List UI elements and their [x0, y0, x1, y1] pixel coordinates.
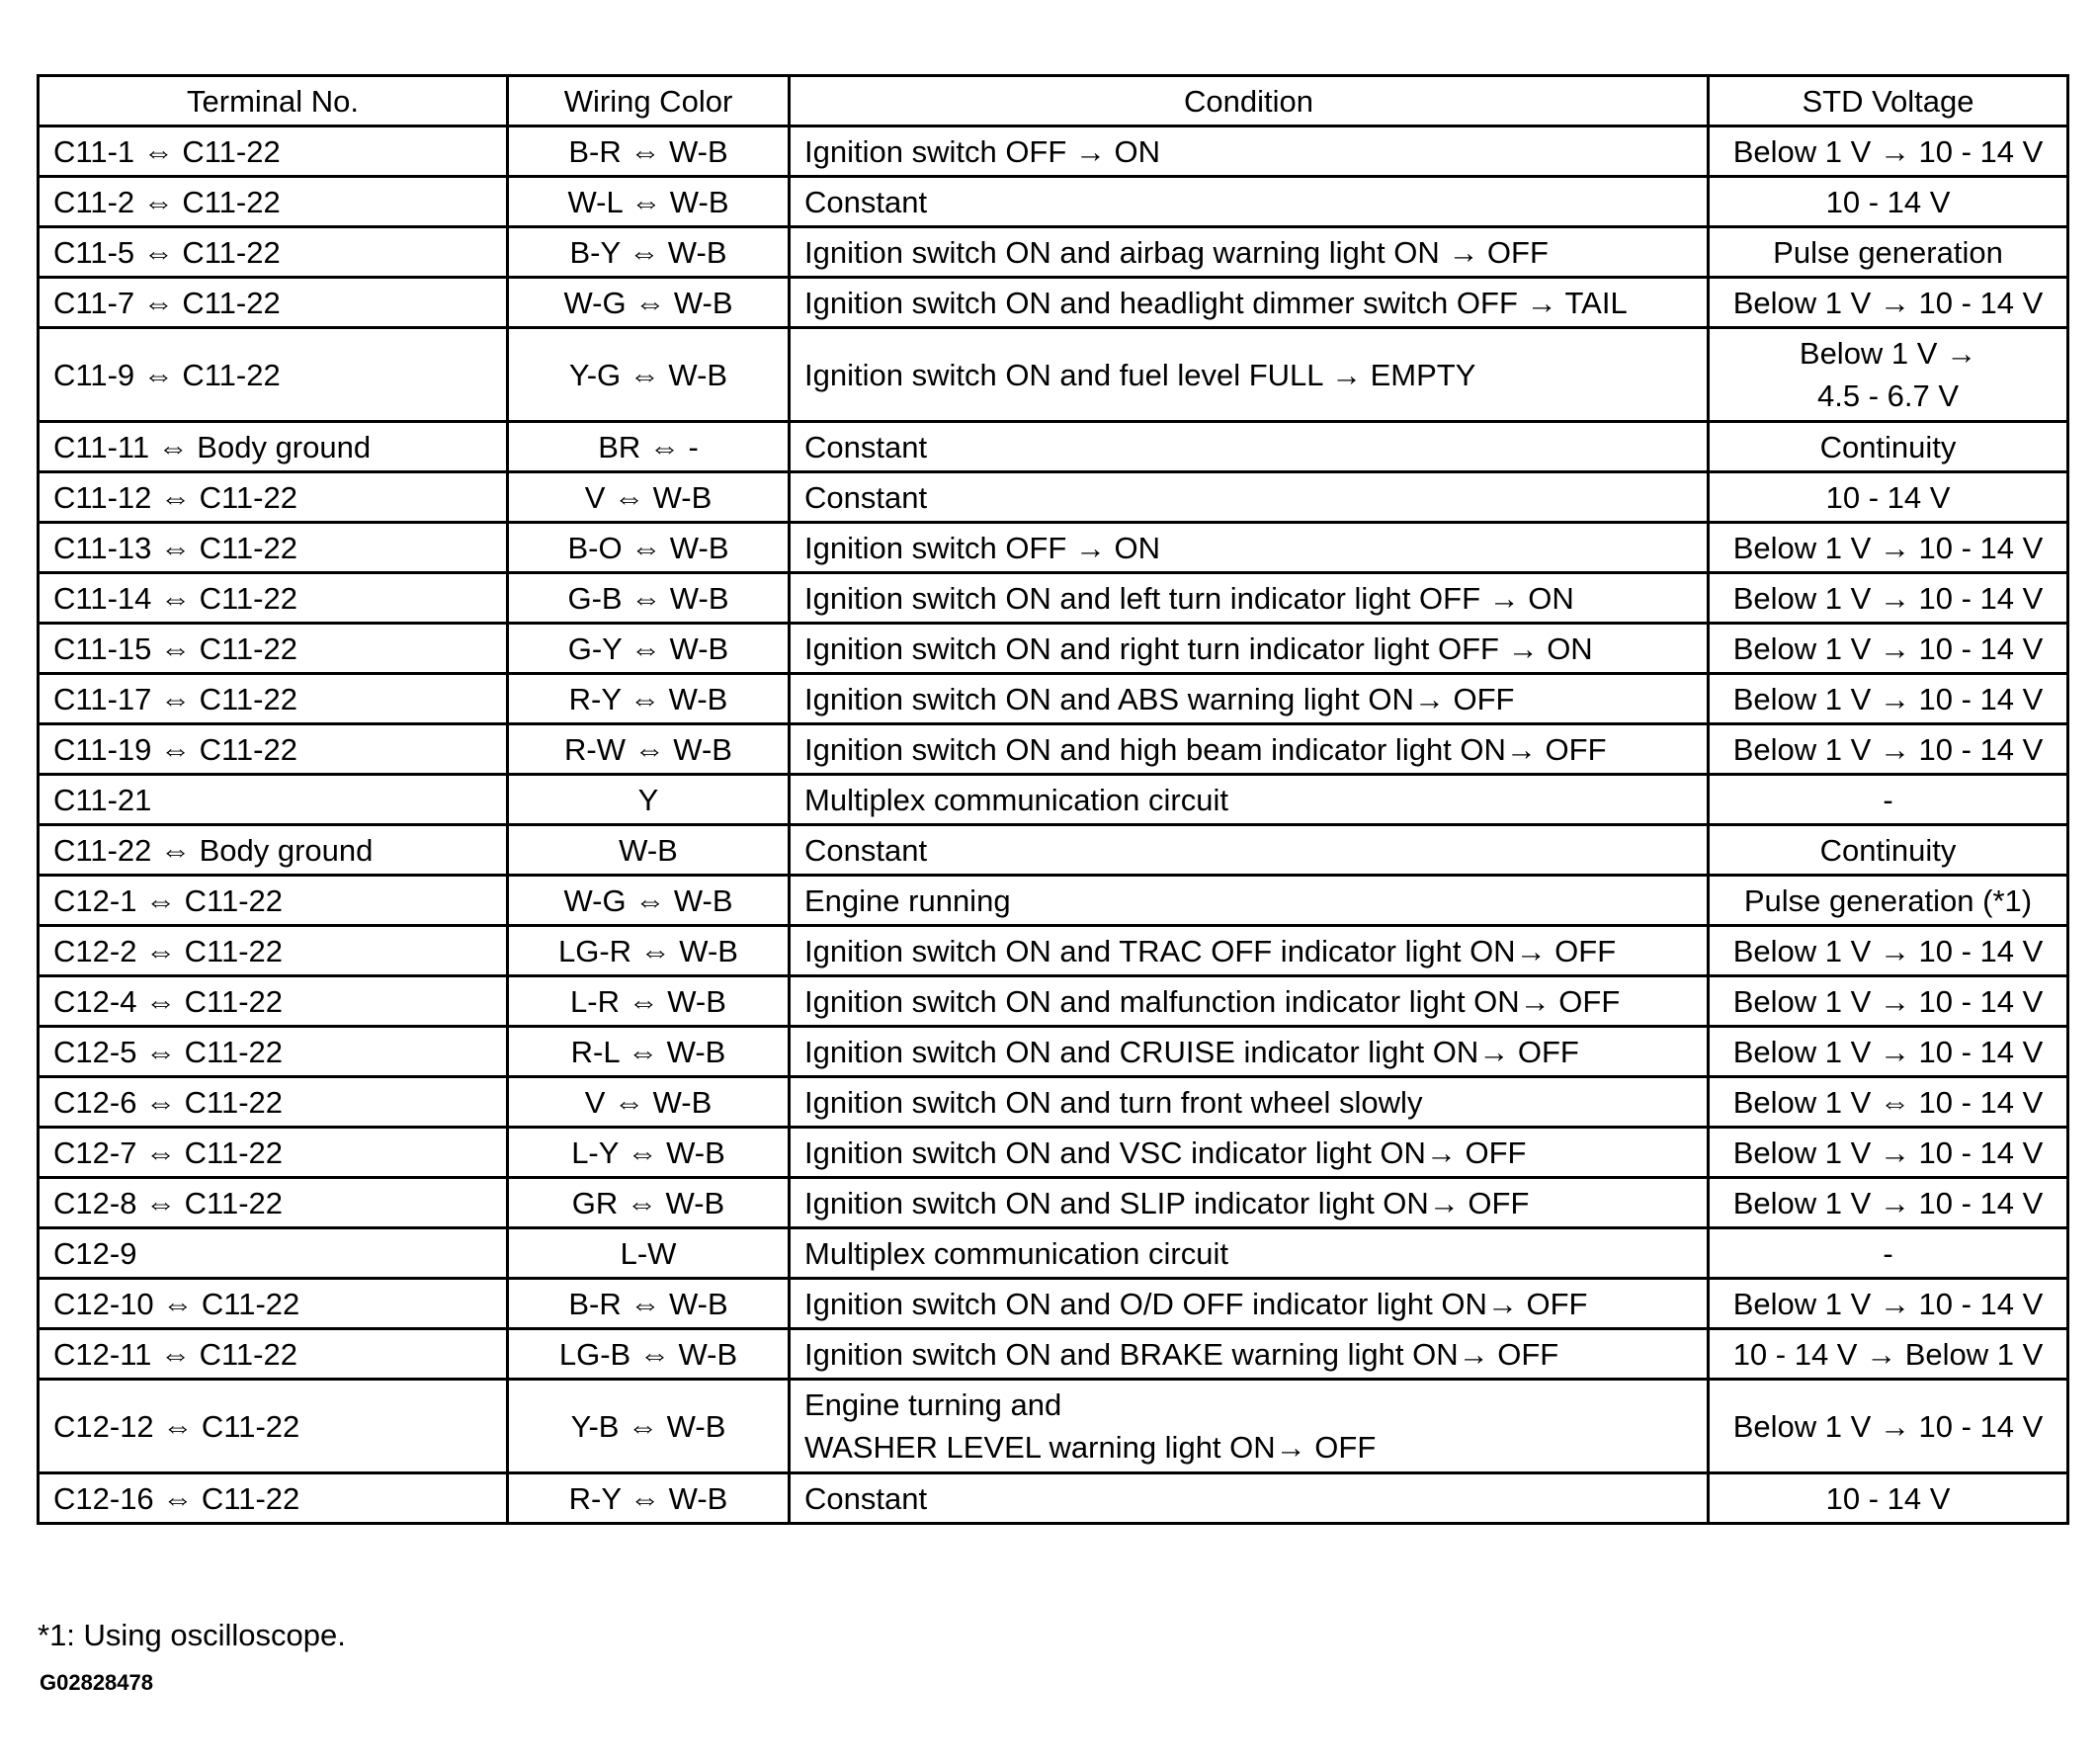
cell-condition [790, 227, 1709, 278]
voltage-line: Below 1 V → 10 - 14 V [1732, 1286, 2044, 1321]
condition-line: Ignition switch ON and malfunction indicator light ON→ OFF [804, 983, 1621, 1019]
cell-condition [790, 1077, 1709, 1128]
cell-condition [790, 328, 1709, 422]
cell-std-voltage [1709, 724, 2068, 775]
condition-line: Ignition switch ON and airbag warning light ON → OFF [804, 234, 1549, 270]
condition-line: Multiplex communication circuit [804, 1235, 1228, 1271]
cell-condition [790, 775, 1709, 825]
cell-terminal: C11-11 ⇔ Body ground [39, 422, 508, 472]
cell-std-voltage [1709, 227, 2068, 278]
cell-terminal: C12-4 ⇔ C11-22 [39, 976, 508, 1027]
cell-terminal: C12-10 ⇔ C11-22 [39, 1279, 508, 1329]
cell-std-voltage [1709, 825, 2068, 876]
cell-std-voltage [1709, 422, 2068, 472]
voltage-line: 10 - 14 V [1825, 1480, 1951, 1516]
cell-condition [790, 624, 1709, 674]
voltage-line: 10 - 14 V [1825, 184, 1951, 219]
cell-wiring-color: B-R ⇔ W-B [508, 126, 790, 177]
condition-line: Ignition switch ON and left turn indicator light OFF → ON [804, 580, 1574, 616]
voltage-line: Below 1 V → 10 - 14 V [1732, 285, 2044, 320]
cell-condition [790, 825, 1709, 876]
table-row [39, 724, 2068, 775]
cell-condition [790, 1228, 1709, 1279]
header-condition: Condition [790, 76, 1709, 126]
voltage-line: Below 1 V ⇔ 10 - 14 V [1732, 1084, 2044, 1120]
cell-condition [790, 126, 1709, 177]
header-wiring-color: Wiring Color [508, 76, 790, 126]
cell-wiring-color: B-R ⇔ W-B [508, 1279, 790, 1329]
cell-terminal: C11-22 ⇔ Body ground [39, 825, 508, 876]
footnote: *1: Using oscilloscope. [38, 1618, 346, 1652]
table-row [39, 523, 2068, 573]
condition-line: Constant [804, 1480, 928, 1516]
cell-terminal: C12-9 [39, 1228, 508, 1279]
voltage-line: Pulse generation [1773, 234, 2003, 270]
condition-line: Ignition switch OFF → ON [804, 133, 1161, 169]
table-row [39, 624, 2068, 674]
cell-condition [790, 1178, 1709, 1228]
cell-wiring-color: R-Y ⇔ W-B [508, 674, 790, 724]
cell-std-voltage [1709, 1178, 2068, 1228]
cell-terminal: C12-5 ⇔ C11-22 [39, 1027, 508, 1077]
cell-wiring-color: V ⇔ W-B [508, 472, 790, 523]
cell-wiring-color: L-Y ⇔ W-B [508, 1128, 790, 1178]
voltage-line: Below 1 V → 10 - 14 V [1732, 133, 2044, 169]
condition-line: Ignition switch OFF → ON [804, 530, 1161, 565]
cell-std-voltage [1709, 624, 2068, 674]
cell-terminal: C11-15 ⇔ C11-22 [39, 624, 508, 674]
cell-terminal: C12-6 ⇔ C11-22 [39, 1077, 508, 1128]
table-row [39, 177, 2068, 227]
cell-wiring-color: B-O ⇔ W-B [508, 523, 790, 573]
cell-terminal: C12-2 ⇔ C11-22 [39, 926, 508, 976]
cell-condition [790, 1128, 1709, 1178]
cell-condition [790, 976, 1709, 1027]
voltage-line: Below 1 V → 10 - 14 V [1732, 681, 2044, 716]
cell-std-voltage [1709, 1279, 2068, 1329]
voltage-line: - [1883, 1235, 1893, 1271]
cell-terminal: C12-11 ⇔ C11-22 [39, 1329, 508, 1380]
table-header-row [39, 76, 2068, 126]
condition-line: Ignition switch ON and TRAC OFF indicator light ON→ OFF [804, 933, 1617, 968]
table-row [39, 328, 2068, 422]
cell-condition [790, 1279, 1709, 1329]
cell-terminal: C11-7 ⇔ C11-22 [39, 278, 508, 328]
cell-terminal: C11-12 ⇔ C11-22 [39, 472, 508, 523]
cell-std-voltage [1709, 1329, 2068, 1380]
cell-condition [790, 724, 1709, 775]
condition-line: Engine turning and [804, 1387, 1062, 1422]
condition-line: Constant [804, 832, 928, 868]
table-row [39, 1380, 2068, 1473]
cell-std-voltage [1709, 976, 2068, 1027]
cell-terminal: C11-9 ⇔ C11-22 [39, 328, 508, 422]
cell-std-voltage [1709, 1228, 2068, 1279]
cell-terminal: C11-2 ⇔ C11-22 [39, 177, 508, 227]
cell-wiring-color: Y [508, 775, 790, 825]
voltage-line: Below 1 V → 10 - 14 V [1732, 580, 2044, 616]
voltage-line: Below 1 V → 10 - 14 V [1732, 731, 2044, 767]
cell-wiring-color: R-W ⇔ W-B [508, 724, 790, 775]
voltage-line: 10 - 14 V → Below 1 V [1732, 1336, 2044, 1372]
cell-wiring-color: LG-R ⇔ W-B [508, 926, 790, 976]
cell-terminal: C11-5 ⇔ C11-22 [39, 227, 508, 278]
cell-condition [790, 523, 1709, 573]
table-row [39, 573, 2068, 624]
cell-std-voltage [1709, 1027, 2068, 1077]
voltage-line: Below 1 V → [1799, 336, 1977, 371]
voltage-line: Below 1 V → 10 - 14 V [1732, 1185, 2044, 1220]
cell-std-voltage [1709, 674, 2068, 724]
table-row [39, 1228, 2068, 1279]
cell-wiring-color: W-G ⇔ W-B [508, 876, 790, 926]
condition-line: Ignition switch ON and right turn indicator light OFF → ON [804, 630, 1593, 666]
condition-line: Ignition switch ON and ABS warning light ON→ OFF [804, 681, 1515, 716]
cell-wiring-color: Y-B ⇔ W-B [508, 1380, 790, 1473]
voltage-line: Below 1 V → 10 - 14 V [1732, 1134, 2044, 1170]
cell-terminal: C11-14 ⇔ C11-22 [39, 573, 508, 624]
cell-std-voltage [1709, 573, 2068, 624]
condition-line: Ignition switch ON and O/D OFF indicator light ON→ OFF [804, 1286, 1588, 1321]
cell-wiring-color: Y-G ⇔ W-B [508, 328, 790, 422]
voltage-line: 4.5 - 6.7 V [1816, 378, 1960, 413]
cell-wiring-color: BR ⇔ - [508, 422, 790, 472]
terminal-voltage-sheet [37, 74, 2066, 1525]
cell-std-voltage [1709, 523, 2068, 573]
condition-line: Constant [804, 429, 928, 464]
voltage-line: Continuity [1819, 832, 1957, 868]
cell-std-voltage [1709, 876, 2068, 926]
condition-line: Constant [804, 479, 928, 515]
condition-line: Ignition switch ON and SLIP indicator light ON→ OFF [804, 1185, 1530, 1220]
voltage-line: Continuity [1819, 429, 1957, 464]
cell-wiring-color: L-W [508, 1228, 790, 1279]
condition-line: Ignition switch ON and fuel level FULL → EMPTY [804, 357, 1476, 392]
table-row [39, 976, 2068, 1027]
cell-std-voltage [1709, 278, 2068, 328]
voltage-line: Below 1 V → 10 - 14 V [1732, 1408, 2044, 1444]
cell-terminal: C12-1 ⇔ C11-22 [39, 876, 508, 926]
table-row [39, 227, 2068, 278]
table-row [39, 674, 2068, 724]
cell-terminal: C12-16 ⇔ C11-22 [39, 1473, 508, 1524]
cell-std-voltage [1709, 328, 2068, 422]
cell-std-voltage [1709, 126, 2068, 177]
cell-condition [790, 278, 1709, 328]
cell-terminal: C11-1 ⇔ C11-22 [39, 126, 508, 177]
table-row [39, 1178, 2068, 1228]
table-row [39, 775, 2068, 825]
table-row [39, 1027, 2068, 1077]
cell-condition [790, 674, 1709, 724]
voltage-line: Below 1 V → 10 - 14 V [1732, 1034, 2044, 1069]
header-std-voltage: STD Voltage [1709, 76, 2068, 126]
cell-wiring-color: GR ⇔ W-B [508, 1178, 790, 1228]
table-row [39, 1128, 2068, 1178]
cell-condition [790, 573, 1709, 624]
condition-line: Ignition switch ON and CRUISE indicator light ON→ OFF [804, 1034, 1579, 1069]
condition-line: Ignition switch ON and high beam indicator light ON→ OFF [804, 731, 1607, 767]
cell-wiring-color: V ⇔ W-B [508, 1077, 790, 1128]
header-terminal-no: Terminal No. [39, 76, 508, 126]
voltage-line: Pulse generation (*1) [1743, 882, 2033, 918]
cell-condition [790, 1329, 1709, 1380]
cell-wiring-color: G-B ⇔ W-B [508, 573, 790, 624]
cell-std-voltage [1709, 926, 2068, 976]
cell-wiring-color: G-Y ⇔ W-B [508, 624, 790, 674]
cell-wiring-color: W-B [508, 825, 790, 876]
table-row [39, 1077, 2068, 1128]
voltage-line: Below 1 V → 10 - 14 V [1732, 933, 2044, 968]
table-row [39, 825, 2068, 876]
cell-terminal: C12-7 ⇔ C11-22 [39, 1128, 508, 1178]
voltage-line: 10 - 14 V [1825, 479, 1951, 515]
cell-condition [790, 177, 1709, 227]
cell-wiring-color: L-R ⇔ W-B [508, 976, 790, 1027]
cell-std-voltage [1709, 177, 2068, 227]
cell-condition [790, 1380, 1709, 1473]
cell-terminal: C11-21 [39, 775, 508, 825]
table-row [39, 126, 2068, 177]
cell-wiring-color: R-Y ⇔ W-B [508, 1473, 790, 1524]
cell-wiring-color: R-L ⇔ W-B [508, 1027, 790, 1077]
cell-terminal: C11-13 ⇔ C11-22 [39, 523, 508, 573]
cell-terminal: C12-8 ⇔ C11-22 [39, 1178, 508, 1228]
cell-terminal: C12-12 ⇔ C11-22 [39, 1380, 508, 1473]
table-row [39, 876, 2068, 926]
condition-line: Ignition switch ON and turn front wheel slowly [804, 1084, 1423, 1120]
cell-std-voltage [1709, 1473, 2068, 1524]
voltage-line: - [1883, 782, 1893, 817]
cell-wiring-color: B-Y ⇔ W-B [508, 227, 790, 278]
table-row [39, 1329, 2068, 1380]
cell-std-voltage [1709, 1128, 2068, 1178]
cell-wiring-color: W-G ⇔ W-B [508, 278, 790, 328]
voltage-line: Below 1 V → 10 - 14 V [1732, 983, 2044, 1019]
cell-condition [790, 422, 1709, 472]
cell-std-voltage [1709, 775, 2068, 825]
cell-condition [790, 926, 1709, 976]
condition-line: Ignition switch ON and headlight dimmer switch OFF → TAIL [804, 285, 1628, 320]
voltage-line: Below 1 V → 10 - 14 V [1732, 530, 2044, 565]
cell-condition [790, 1473, 1709, 1524]
cell-std-voltage [1709, 472, 2068, 523]
cell-terminal: C11-19 ⇔ C11-22 [39, 724, 508, 775]
condition-line: Ignition switch ON and BRAKE warning light ON→ OFF [804, 1336, 1559, 1372]
voltage-line: Below 1 V → 10 - 14 V [1732, 630, 2044, 666]
condition-line: Ignition switch ON and VSC indicator light ON→ OFF [804, 1134, 1527, 1170]
table-body [39, 126, 2068, 1524]
terminal-voltage-table [37, 74, 2069, 1525]
cell-std-voltage [1709, 1380, 2068, 1473]
condition-line: Multiplex communication circuit [804, 782, 1228, 817]
table-row [39, 472, 2068, 523]
cell-wiring-color: LG-B ⇔ W-B [508, 1329, 790, 1380]
table-row [39, 278, 2068, 328]
figure-id: G02828478 [40, 1670, 153, 1695]
cell-std-voltage [1709, 1077, 2068, 1128]
table-row [39, 1279, 2068, 1329]
table-row [39, 926, 2068, 976]
table-row [39, 422, 2068, 472]
cell-wiring-color: W-L ⇔ W-B [508, 177, 790, 227]
cell-terminal: C11-17 ⇔ C11-22 [39, 674, 508, 724]
cell-condition [790, 876, 1709, 926]
condition-line: Constant [804, 184, 928, 219]
cell-condition [790, 1027, 1709, 1077]
condition-line: WASHER LEVEL warning light ON→ OFF [804, 1430, 1377, 1465]
condition-line: Engine running [804, 882, 1011, 918]
cell-condition [790, 472, 1709, 523]
table-row [39, 1473, 2068, 1524]
